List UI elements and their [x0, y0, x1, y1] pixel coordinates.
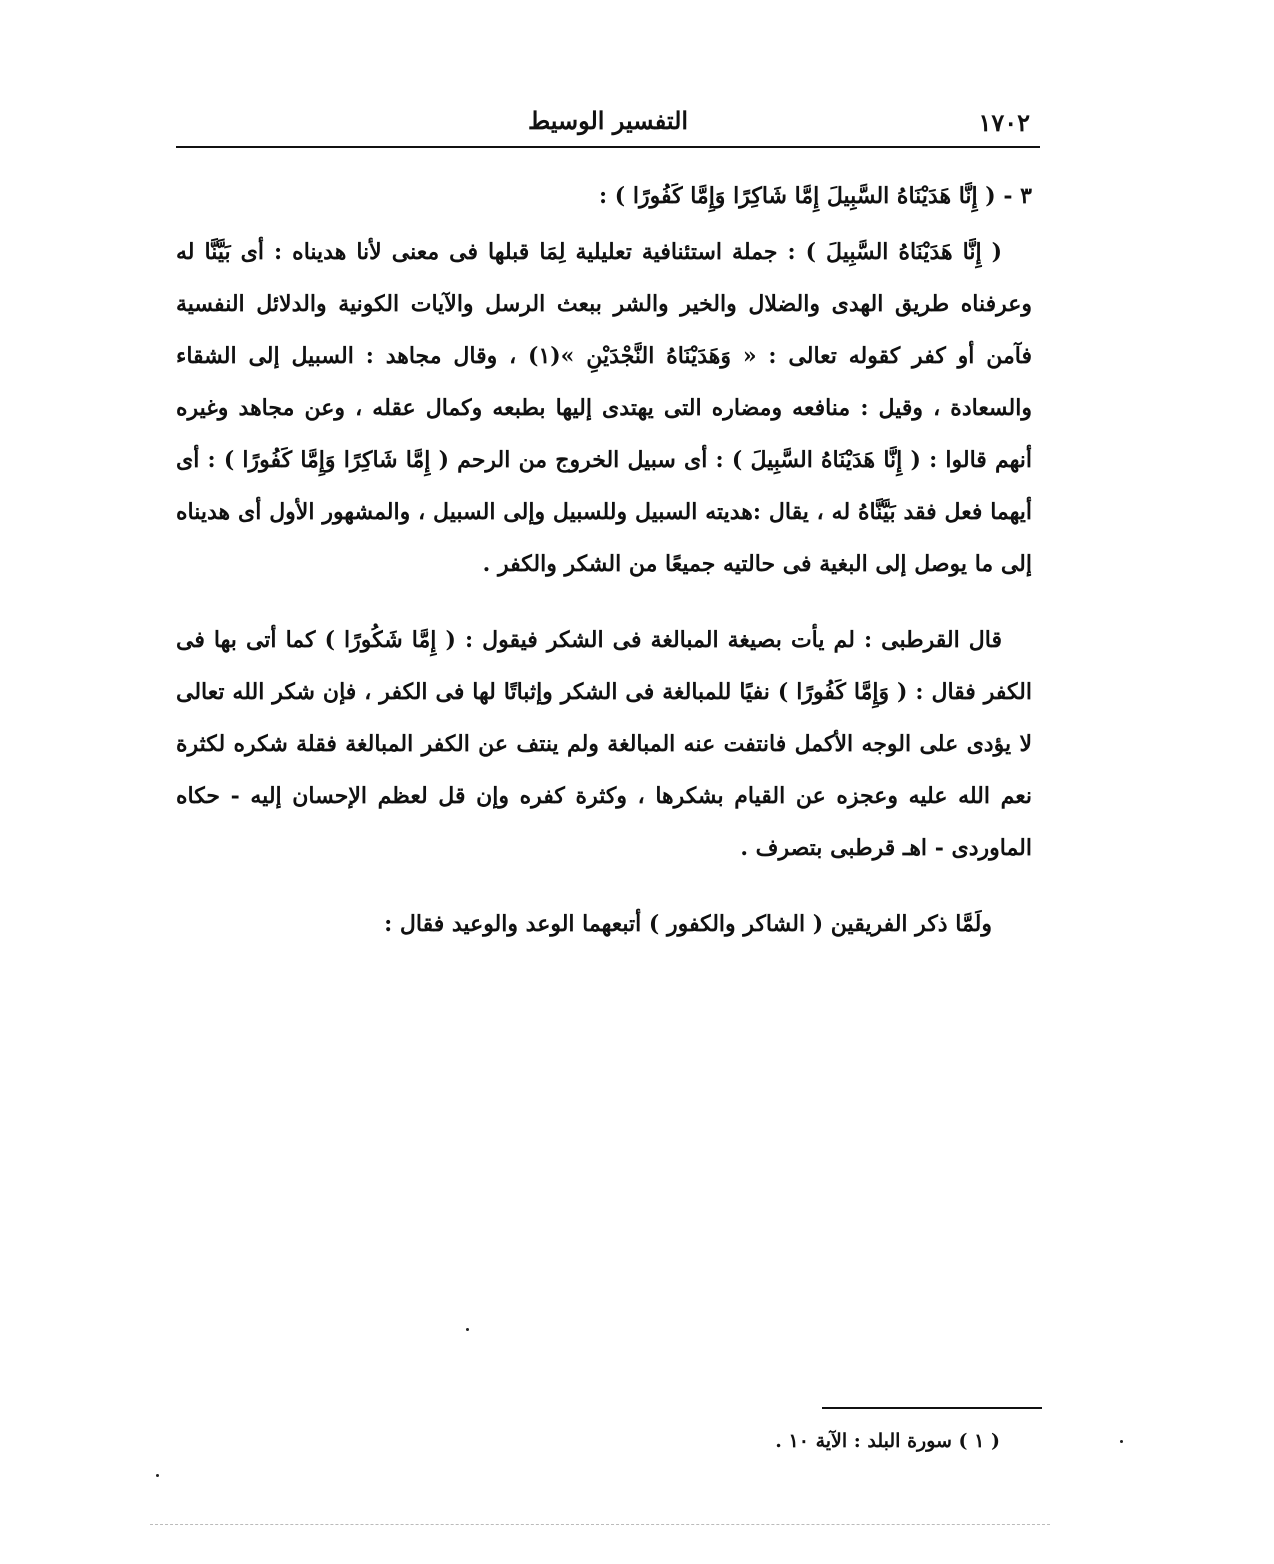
running-title: التفسير الوسيط	[527, 106, 689, 135]
scan-speck	[156, 1474, 159, 1477]
paragraph-qurtubi: قال القرطبى : لم يأت بصيغة المبالغة فى الشكر فيقول : ( إِمَّا شَكُورًا ) كما أتى بها فى الكفر فقال : ( وَإِمَّا كَفُورًا ) نفيًا للمبالغة فى الشكر وإثباتًا لها فى الكفر ، فإن شكر الله تعالى لا يؤدى على الوجه الأكمل فانتفت عنه المبالغة ولم ينتف عن الكفر المبالغة فقلة شكره لكثرة نعم الله عليه وعجزه عن القيام بشكرها ، وكثرة كفره وإن قل لعظم الإحسان إليه - حكاه الماوردى - اهـ قرطبى بتصرف .	[176, 627, 1032, 861]
page-header	[176, 100, 1040, 140]
footnote-rule	[822, 1407, 1042, 1409]
closing-line: ولَمَّا ذكر الفريقين ( الشاكر والكفور ) أتبعهما الوعد والوعيد فقال :	[384, 911, 992, 937]
scan-speck	[1120, 1440, 1123, 1443]
footnote: ( ١ ) سورة البلد : الآية ١٠ .	[775, 1430, 1000, 1452]
paragraph-commentary: ( إِنَّا هَدَيْنَاهُ السَّبِيلَ ) : جملة استئنافية تعليلية لِمَا قبلها فى معنى لأنا هديناه : أى بَيَّنَّا له وعرفناه طريق الهدى والضلال والخير والشر ببعث الرسل والآيات الكونية والدلائل النفسية فآمن أو كفر كقوله تعالى : « وَهَدَيْنَاهُ النَّجْدَيْنِ »(١) ، وقال مجاهد : السبيل إلى الشقاء والسعادة ، وقيل : منافعه ومضاره التى يهتدى إليها بطبعه وكمال عقله ، وعن مجاهد وغيره أنهم قالوا : ( إِنَّا هَدَيْنَاهُ السَّبِيلَ ) : أى سبيل الخروج من الرحم ( إِمَّا شَاكِرًا وَإِمَّا كَفُورًا ) : أى أيهما فعل فقد بَيَّنَّاهُ له ، يقال :هديته السبيل وللسبيل وإلى السبيل ، والمشهور الأول أى هديناه إلى ما يوصل إلى البغية فى حالتيه جميعًا من الشكر والكفر .	[176, 239, 1032, 577]
body-text	[176, 170, 1032, 950]
scan-edge-line	[150, 1524, 1050, 1525]
verse-heading: ٣ - ( إِنَّا هَدَيْنَاهُ السَّبِيلَ إِمَّا شَاكِرًا وَإِمَّا كَفُورًا ) :	[599, 183, 1032, 209]
page-number: ١٧٠٢	[978, 108, 1030, 137]
scan-speck	[466, 1328, 469, 1331]
header-rule	[176, 146, 1040, 148]
